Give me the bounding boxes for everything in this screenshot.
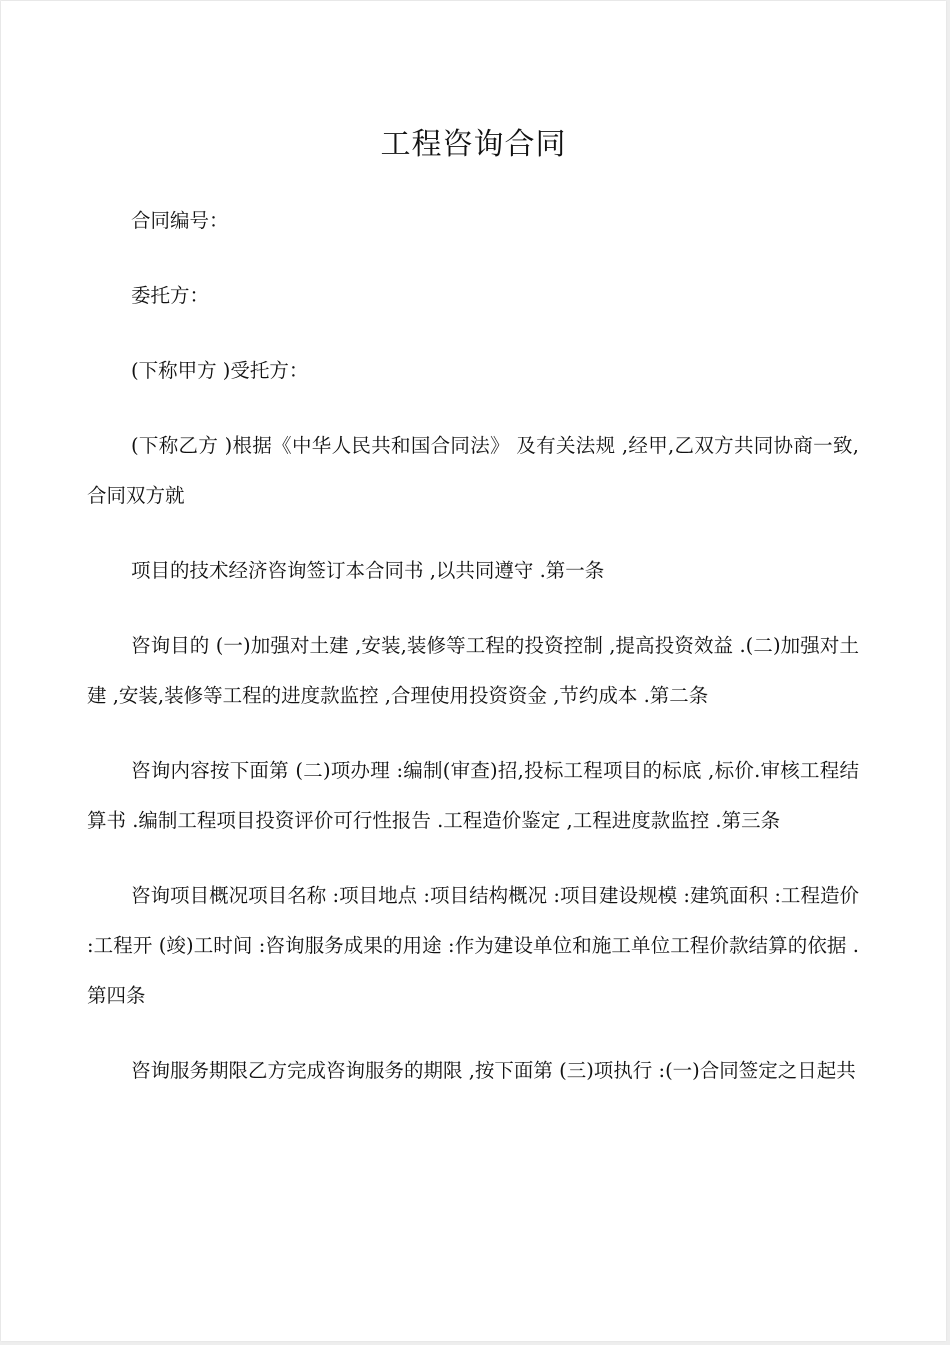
contractor-line: (下称甲方 )受托方：	[131, 359, 309, 382]
contract-number-line: 合同编号：	[131, 209, 229, 232]
service-period-paragraph: 咨询服务期限乙方完成咨询服务的期限 ,按下面第 (三)项执行 :(一)合同签定之日起共	[131, 1059, 856, 1082]
document-title: 工程咨询合同	[380, 127, 567, 162]
consulting-purpose-paragraph: 咨询目的 (一)加强对土建 ,安装,装修等工程的投资控制 ,提高投资效益 .(二)加强对土建 ,安装,装修等工程的进度款监控 ,合理使用投资资金 ,节约成本 .第二条	[87, 634, 859, 707]
document-body	[87, 196, 859, 1121]
project-paragraph: 项目的技术经济咨询签订本合同书 ,以共同遵守 .第一条	[131, 559, 605, 582]
consulting-content-paragraph: 咨询内容按下面第 (二)项办理 :编制(审查)招,投标工程项目的标底 ,标价.审核工程结算书 .编制工程项目投资评价可行性报告 .工程造价鉴定 ,工程进度款监控 .第三条	[87, 759, 859, 832]
document-page	[1, 1, 946, 1341]
project-overview-paragraph: 咨询项目概况项目名称 :项目地点 :项目结构概况 :项目建设规模 :建筑面积 :工程造价 :工程开 (竣)工时间 :咨询服务成果的用途 :作为建设单位和施工单位工程价款结算的依据 .第四条	[87, 884, 859, 1007]
client-line: 委托方：	[131, 284, 210, 307]
preamble-paragraph: (下称乙方 )根据《中华人民共和国合同法》 及有关法规 ,经甲,乙双方共同协商一致,合同双方就	[87, 434, 859, 507]
